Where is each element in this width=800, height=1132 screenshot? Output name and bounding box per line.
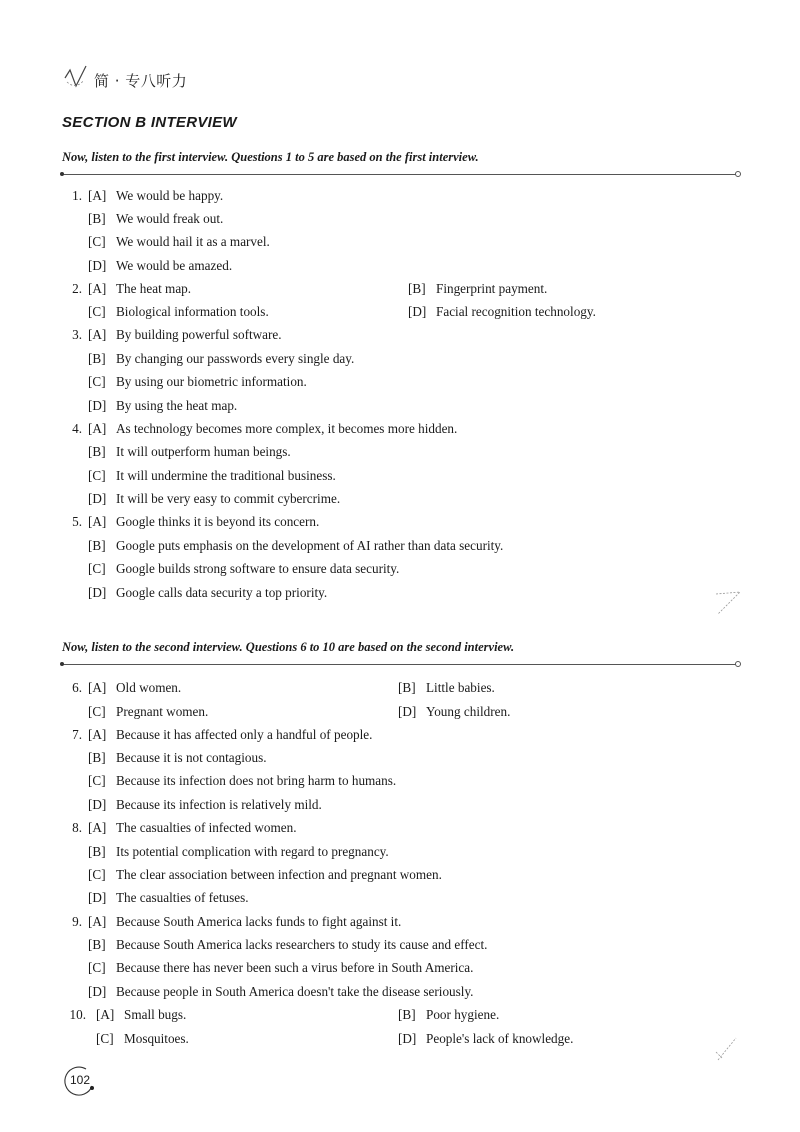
option-letter: [A] [88, 281, 107, 296]
option-letter: [D] [88, 491, 107, 506]
rule-dot [735, 661, 741, 667]
header-logo-icon [62, 64, 90, 92]
option-text: Because it has affected only a handful of people. [116, 727, 373, 742]
option-text: Facial recognition technology. [436, 304, 596, 319]
option-letter: [B] [88, 211, 106, 226]
option-text: We would hail it as a marvel. [116, 234, 270, 249]
option-letter: [C] [88, 867, 106, 882]
option-letter: [A] [88, 914, 107, 929]
option-letter: [D] [398, 704, 417, 719]
option-text: Old women. [116, 680, 182, 695]
option-letter: [C] [88, 561, 106, 576]
option-letter: [C] [88, 304, 106, 319]
option-text: Mosquitoes. [124, 1031, 189, 1046]
option-text: Biological information tools. [116, 304, 269, 319]
option-text: By changing our passwords every single day. [116, 351, 355, 366]
option-text: Poor hygiene. [426, 1007, 500, 1022]
option-letter: [C] [88, 773, 106, 788]
option-text: Little babies. [426, 680, 495, 695]
question-number: 7. [72, 727, 82, 742]
margin-mark-icon [712, 590, 744, 616]
option-text: The clear association between infection and pregnant women. [116, 867, 442, 882]
option-text: The casualties of infected women. [116, 820, 297, 835]
option-letter: [C] [88, 960, 106, 975]
option-letter: [C] [88, 468, 106, 483]
option-text: It will outperform human beings. [116, 444, 291, 459]
instruction-second-interview: Now, listen to the second interview. Questions 6 to 10 are based on the second interview. [62, 640, 515, 654]
divider-rule [62, 174, 738, 175]
option-text: Because it is not contagious. [116, 750, 267, 765]
option-text: It will undermine the traditional business. [116, 468, 336, 483]
question-number: 3. [72, 327, 82, 342]
option-letter: [B] [88, 750, 106, 765]
option-text: Fingerprint payment. [436, 281, 548, 296]
rule-dot [60, 172, 64, 176]
option-letter: [C] [88, 704, 106, 719]
option-letter: [B] [398, 1007, 416, 1022]
option-letter: [B] [88, 937, 106, 952]
option-text: Because its infection is relatively mild. [116, 797, 322, 812]
option-letter: [D] [88, 984, 107, 999]
option-letter: [B] [88, 351, 106, 366]
option-text: We would freak out. [116, 211, 224, 226]
option-letter: [B] [398, 680, 416, 695]
option-text: Google builds strong software to ensure data security. [116, 561, 400, 576]
question-number: 9. [72, 914, 82, 929]
option-letter: [A] [88, 188, 107, 203]
option-text: Small bugs. [124, 1007, 187, 1022]
option-letter: [D] [408, 304, 427, 319]
option-text: We would be amazed. [116, 258, 233, 273]
option-text: We would be happy. [116, 188, 224, 203]
option-letter: [D] [88, 258, 107, 273]
option-text: Young children. [426, 704, 511, 719]
option-letter: [A] [88, 820, 107, 835]
option-text: Google thinks it is beyond its concern. [116, 514, 320, 529]
option-letter: [A] [88, 727, 107, 742]
option-text: As technology becomes more complex, it becomes more hidden. [116, 421, 458, 436]
option-letter: [D] [88, 797, 107, 812]
question-number: 10. [69, 1007, 86, 1022]
question-number: 1. [72, 188, 82, 203]
divider-rule [62, 664, 738, 665]
option-text: Because its infection does not bring harm to humans. [116, 773, 397, 788]
question-number: 6. [72, 680, 82, 695]
option-letter: [C] [88, 234, 106, 249]
page-number: 102 [70, 1073, 91, 1087]
option-letter: [A] [96, 1007, 115, 1022]
option-text: People's lack of knowledge. [426, 1031, 574, 1046]
option-letter: [A] [88, 680, 107, 695]
rule-dot [60, 662, 64, 666]
option-letter: [D] [398, 1031, 417, 1046]
option-letter: [A] [88, 421, 107, 436]
option-letter: [B] [88, 844, 106, 859]
option-letter: [A] [88, 327, 107, 342]
option-text: It will be very easy to commit cybercrime. [116, 491, 341, 506]
option-text: Because people in South America doesn't take the disease seriously. [116, 984, 474, 999]
option-text: The heat map. [116, 281, 192, 296]
option-letter: [A] [88, 514, 107, 529]
option-text: Because there has never been such a virus before in South America. [116, 960, 474, 975]
option-text: The casualties of fetuses. [116, 890, 249, 905]
option-letter: [D] [88, 585, 107, 600]
instruction-first-interview: Now, listen to the first interview. Questions 1 to 5 are based on the first interview. [62, 150, 479, 164]
option-text: Because South America lacks funds to fight against it. [116, 914, 402, 929]
option-text: Its potential complication with regard to pregnancy. [116, 844, 389, 859]
option-letter: [B] [408, 281, 426, 296]
option-text: By using the heat map. [116, 398, 238, 413]
option-letter: [D] [88, 398, 107, 413]
option-letter: [C] [96, 1031, 114, 1046]
question-number: 2. [72, 281, 82, 296]
option-text: By building powerful software. [116, 327, 282, 342]
option-letter: [B] [88, 444, 106, 459]
margin-mark-icon [712, 1034, 742, 1064]
option-text: Google puts emphasis on the development of AI rather than data security. [116, 538, 504, 553]
option-text: Pregnant women. [116, 704, 209, 719]
page-number-badge [62, 1064, 96, 1098]
section-title: SECTION B INTERVIEW [62, 114, 237, 131]
question-number: 8. [72, 820, 82, 835]
question-number: 5. [72, 514, 82, 529]
option-letter: [B] [88, 538, 106, 553]
header-title: 简 · 专八听力 [94, 72, 188, 90]
option-text: Because South America lacks researchers to study its cause and effect. [116, 937, 488, 952]
option-text: Google calls data security a top priority. [116, 585, 328, 600]
page-header [62, 62, 262, 96]
option-letter: [D] [88, 890, 107, 905]
rule-dot [735, 171, 741, 177]
option-text: By using our biometric information. [116, 374, 307, 389]
question-number: 4. [72, 421, 82, 436]
option-letter: [C] [88, 374, 106, 389]
